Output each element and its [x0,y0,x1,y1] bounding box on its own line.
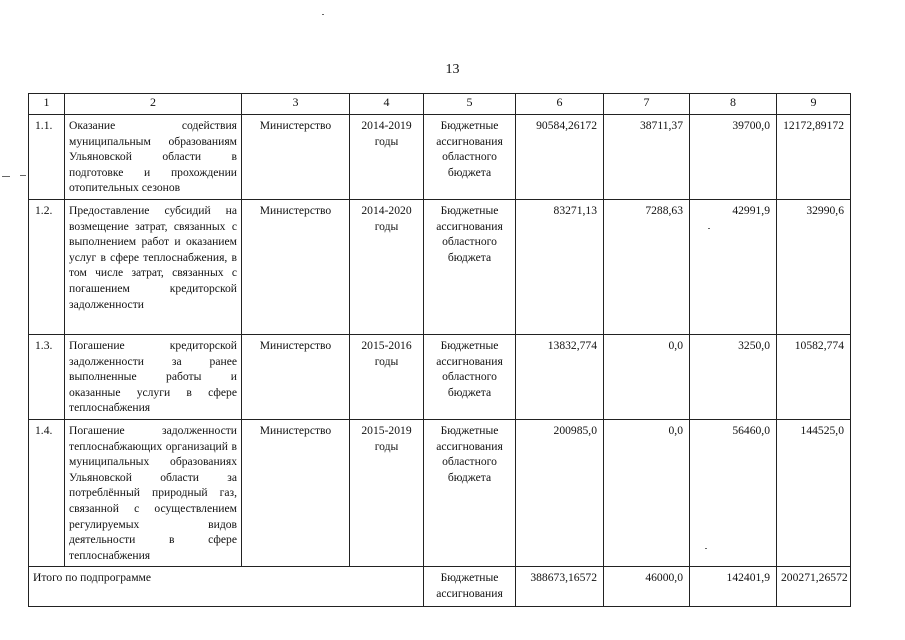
row-period: 2014-2020 годы [350,199,424,334]
summary-source: Бюджетные ассигнования [424,567,516,607]
row-year-2: 42991,9 [690,199,777,334]
header-cell: 6 [516,94,604,115]
summary-total: 388673,16572 [516,567,604,607]
row-executor: Министерство [242,334,350,419]
row-year-3: 10582,774 [777,334,851,419]
row-description: Погашение кредиторской задолженности за ранее выполненные работы и оказанные услуги в сфере теплоснабжения [65,334,242,419]
row-total: 200985,0 [516,419,604,566]
row-year-3: 144525,0 [777,419,851,566]
page-number: 13 [445,62,460,77]
row-total: 13832,774 [516,334,604,419]
summary-row [29,567,851,607]
row-description: Оказание содействия муниципальным образованиям Ульяновской области в подготовке и прохождении отопительных сезонов [65,115,242,200]
table-row [29,115,851,200]
summary-year-2: 142401,9 [690,567,777,607]
row-number: 1.2. [29,199,65,334]
row-number: 1.4. [29,419,65,566]
row-year-2: 39700,0 [690,115,777,200]
row-number: 1.3. [29,334,65,419]
row-year-1: 38711,37 [604,115,690,200]
row-source: Бюджетные ассигнования областного бюджета [424,115,516,200]
row-number: 1.1. [29,115,65,200]
row-executor: Министерство [242,199,350,334]
table-row [29,199,851,334]
row-year-2: 56460,0 [690,419,777,566]
summary-label: Итого по подпрограмме [29,567,424,607]
row-executor: Министерство [242,419,350,566]
row-year-1: 0,0 [604,419,690,566]
table-row [29,419,851,566]
row-source: Бюджетные ассигнования областного бюджета [424,334,516,419]
row-total: 90584,26172 [516,115,604,200]
header-cell: 7 [604,94,690,115]
summary-year-1: 46000,0 [604,567,690,607]
row-description: Погашение задолженности теплоснабжающих организаций в муниципальных образованиях Ульяновской области за потреблённый природный газ, связанной с осуществлением регулируемых видов деятельности в сфере теплоснабжения [65,419,242,566]
header-cell: 2 [65,94,242,115]
row-year-1: 7288,63 [604,199,690,334]
header-cell: 8 [690,94,777,115]
header-row [29,94,851,115]
header-cell: 1 [29,94,65,115]
row-period: 2014-2019 годы [350,115,424,200]
row-period: 2015-2016 годы [350,334,424,419]
header-cell: 4 [350,94,424,115]
row-source: Бюджетные ассигнования областного бюджета [424,199,516,334]
row-year-2: 3250,0 [690,334,777,419]
row-year-1: 0,0 [604,334,690,419]
header-cell: 9 [777,94,851,115]
summary-year-3: 200271,26572 [777,567,851,607]
row-year-3: 12172,89172 [777,115,851,200]
row-description: Предоставление субсидий на возмещение затрат, связанных с выполнением работ и оказанием услуг в сфере теплоснабжения, в том числе затрат, связанных с погашением кредиторской задолженности [65,199,242,334]
row-period: 2015-2019 годы [350,419,424,566]
table-row [29,334,851,419]
row-total: 83271,13 [516,199,604,334]
row-executor: Министерство [242,115,350,200]
row-source: Бюджетные ассигнования областного бюджета [424,419,516,566]
header-cell: 3 [242,94,350,115]
header-cell: 5 [424,94,516,115]
funding-table [28,93,851,607]
row-year-3: 32990,6 [777,199,851,334]
